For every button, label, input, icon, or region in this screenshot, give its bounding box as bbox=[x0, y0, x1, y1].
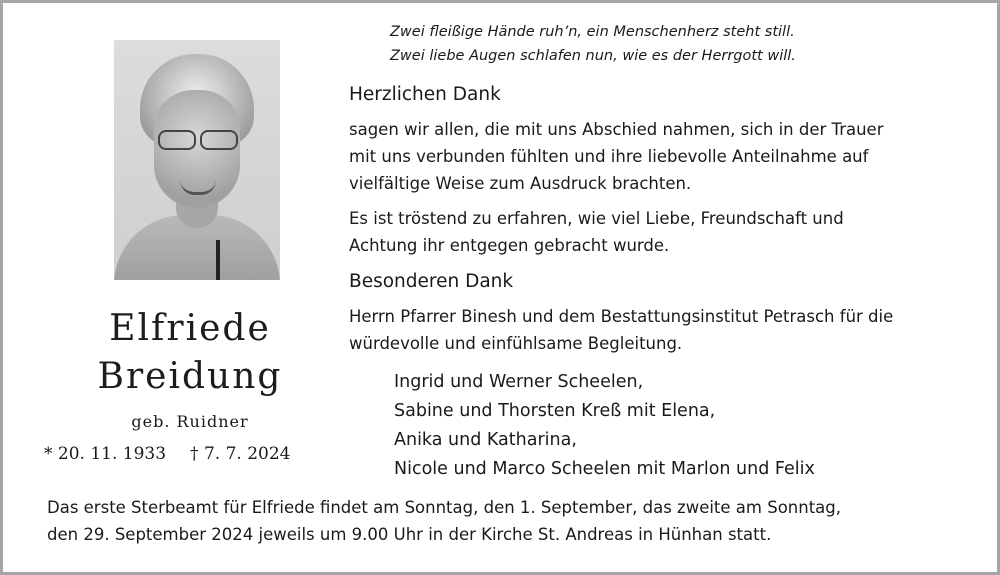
family-signatures bbox=[394, 368, 815, 484]
family-line: Anika und Katharina, bbox=[394, 430, 577, 450]
thanks-paragraph-2 bbox=[349, 205, 844, 259]
special-thanks-heading: Besonderen Dank bbox=[349, 271, 514, 292]
text-line: Es ist tröstend zu erfahren, wie viel Liebe, Freundschaft und bbox=[349, 209, 844, 228]
portrait-photo bbox=[114, 40, 280, 280]
text-line: Das erste Sterbeamt für Elfriede findet am Sonntag, den 1. September, das zweite am Sonntag, bbox=[47, 498, 842, 517]
maiden-name: geb. Ruidner bbox=[131, 412, 249, 431]
text-line: sagen wir allen, die mit uns Abschied nahmen, sich in der Trauer bbox=[349, 120, 884, 139]
text-line: würdevolle und einfühlsame Begleitung. bbox=[349, 334, 683, 353]
birth-date: * 20. 11. 1933 bbox=[44, 444, 167, 464]
family-line: Ingrid und Werner Scheelen, bbox=[394, 372, 644, 392]
text-line: mit uns verbunden fühlten und ihre liebevolle Anteilnahme auf bbox=[349, 147, 869, 166]
death-date: † 7. 7. 2024 bbox=[190, 444, 291, 464]
family-line: Sabine und Thorsten Kreß mit Elena, bbox=[394, 401, 716, 421]
thanks-paragraph-1 bbox=[349, 116, 883, 197]
quote-line: Zwei liebe Augen schlafen nun, wie es der Herrgott will. bbox=[390, 48, 796, 64]
thanks-heading: Herzlichen Dank bbox=[349, 84, 501, 105]
memorial-quote bbox=[390, 20, 796, 68]
photo-seam-shape bbox=[216, 240, 220, 280]
text-line: vielfältige Weise zum Ausdruck brachten. bbox=[349, 174, 692, 193]
photo-glasses-shape bbox=[156, 130, 238, 148]
text-line: den 29. September 2024 jeweils um 9.00 Uhr in der Kirche St. Andreas in Hünhan statt. bbox=[47, 525, 772, 544]
deceased-first-name: Elfriede bbox=[109, 308, 271, 349]
family-line: Nicole und Marco Scheelen mit Marlon und Felix bbox=[394, 459, 815, 479]
text-line: Herrn Pfarrer Binesh und dem Bestattungsinstitut Petrasch für die bbox=[349, 307, 894, 326]
text-line: Achtung ihr entgegen gebracht wurde. bbox=[349, 236, 670, 255]
special-thanks-paragraph bbox=[349, 303, 893, 357]
life-dates bbox=[44, 444, 344, 464]
service-announcement bbox=[47, 494, 841, 548]
deceased-last-name: Breidung bbox=[97, 356, 283, 397]
quote-line: Zwei fleißige Hände ruh’n, ein Menschenherz steht still. bbox=[390, 24, 795, 40]
